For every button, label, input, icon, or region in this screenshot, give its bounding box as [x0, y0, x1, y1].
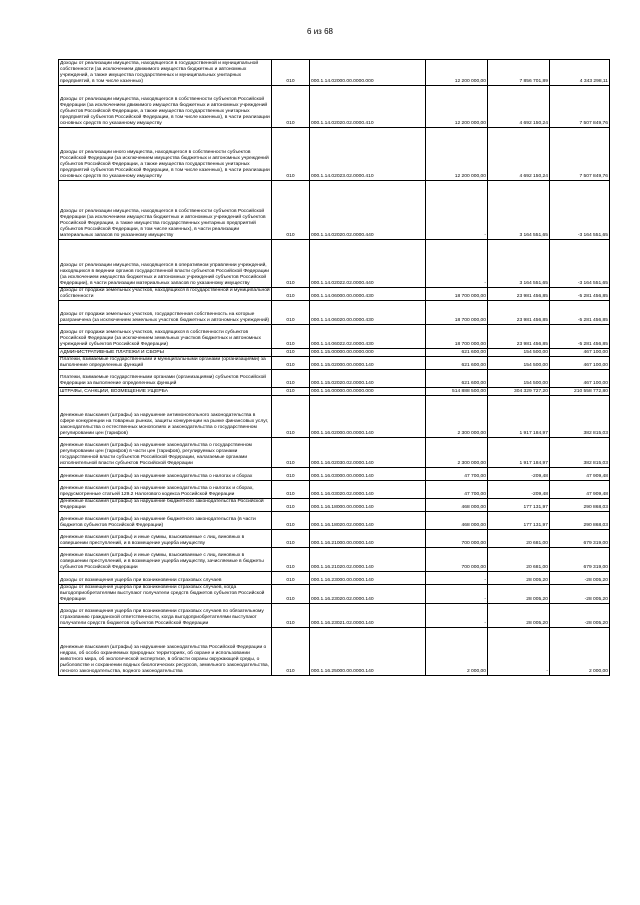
- cell-approved: 621 600,00: [426, 370, 488, 388]
- cell-executed: 154 500,00: [488, 370, 550, 388]
- cell-unexecuted: -3 164 551,65: [550, 181, 610, 240]
- cell-line-code: 010: [272, 438, 310, 468]
- cell-line-code: 010: [272, 468, 310, 481]
- cell-name: Денежные взыскания (штрафы) за нарушение законодательства о государственном регулировании цен (тарифов) в части цен (тарифов), регулируемых органами государственной власти субъектов Российской Федерации, налагаемые органами исполнительной власти субъектов Российской Федерации: [59, 438, 272, 468]
- cell-budget-code: 000.1.14.02000.00.0000.000: [310, 60, 426, 86]
- cell-unexecuted: 290 868,03: [550, 512, 610, 530]
- table-row: [59, 572, 610, 585]
- cell-line-code: 010: [272, 396, 310, 438]
- table-row: [59, 512, 610, 530]
- cell-approved: 2 300 000,00: [426, 396, 488, 438]
- cell-executed: 304 329 727,20: [488, 388, 550, 396]
- table-body: [59, 60, 610, 676]
- cell-budget-code: 000.1.16.25000.00.0000.140: [310, 627, 426, 675]
- table-row: [59, 128, 610, 181]
- cell-name: Платежи, взимаемые государственными органами (организациями) субъектов Российской Федерации за выполнение определенных функций: [59, 370, 272, 388]
- cell-budget-code: 000.1.15.02000.00.0000.140: [310, 357, 426, 370]
- table-row: [59, 325, 610, 349]
- cell-line-code: 010: [272, 603, 310, 627]
- cell-unexecuted: 467 100,00: [550, 357, 610, 370]
- table-row: [59, 301, 610, 325]
- cell-budget-code: 000.1.16.23000.00.0000.140: [310, 572, 426, 585]
- cell-unexecuted: 7 507 849,76: [550, 86, 610, 128]
- cell-name: Денежные взыскания (штрафы) и иные суммы, взыскиваемые с лиц, виновных в совершении преступлений, и в возмещение ущерба имуществу: [59, 530, 272, 548]
- cell-budget-code: 000.1.16.18020.02.0000.140: [310, 512, 426, 530]
- cell-executed: 23 981 456,85: [488, 288, 550, 301]
- cell-executed: 154 500,00: [488, 357, 550, 370]
- cell-budget-code: 000.1.14.02023.02.0000.410: [310, 128, 426, 181]
- cell-name: Доходы от возмещения ущерба при возникновении страховых случаев, когда выгодоприобретателями выступают получатели средств бюджетов субъектов Российской Федерации: [59, 585, 272, 604]
- cell-executed: 23 981 456,85: [488, 325, 550, 349]
- cell-approved: -: [426, 585, 488, 604]
- table-row: [59, 388, 610, 396]
- cell-unexecuted: 382 815,03: [550, 438, 610, 468]
- cell-executed: -: [488, 627, 550, 675]
- cell-approved: 621 600,00: [426, 349, 488, 357]
- table-row: [59, 60, 610, 86]
- cell-line-code: 010: [272, 301, 310, 325]
- cell-unexecuted: 382 815,03: [550, 396, 610, 438]
- cell-unexecuted: 679 319,00: [550, 530, 610, 548]
- cell-executed: 3 164 551,65: [488, 181, 550, 240]
- table-row: [59, 468, 610, 481]
- cell-line-code: 010: [272, 128, 310, 181]
- cell-unexecuted: 679 319,00: [550, 548, 610, 572]
- cell-name: Доходы от продажи земельных участков, государственная собственность на которые разграничена (за исключением земельных участков бюджетных и автономных учреждений): [59, 301, 272, 325]
- table-row: [59, 288, 610, 301]
- cell-budget-code: 000.1.16.00000.00.0000.000: [310, 388, 426, 396]
- cell-name: Денежные взыскания (штрафы) за нарушение законодательства Российской Федерации о недрах, об особо охраняемых природных территориях, об охране и использовании животного мира, об экологической экспертизе, в области охраны окружающей среды, о рыболовстве и сохранении водных биологических ресурсов, земельного законодательства, лесного законодательства, водного законодательства: [59, 627, 272, 675]
- cell-name: Денежные взыскания (штрафы) за нарушение законодательства о налогах и сборах, предусмотренные статьей 129.2 Налогового кодекса Российской Федерации: [59, 481, 272, 499]
- cell-unexecuted: 467 100,00: [550, 349, 610, 357]
- table-row: [59, 548, 610, 572]
- cell-line-code: 010: [272, 349, 310, 357]
- page-number: 6 из 68: [307, 27, 333, 36]
- cell-executed: 3 164 551,65: [488, 240, 550, 288]
- cell-unexecuted: 4 343 298,11: [550, 60, 610, 86]
- table-row: [59, 481, 610, 499]
- cell-approved: 2 000,00: [426, 627, 488, 675]
- cell-executed: -209,48: [488, 481, 550, 499]
- cell-approved: -: [426, 181, 488, 240]
- cell-executed: 4 692 150,24: [488, 128, 550, 181]
- cell-budget-code: 000.1.14.06022.02.0000.430: [310, 325, 426, 349]
- cell-budget-code: 000.1.16.03000.00.0000.140: [310, 468, 426, 481]
- cell-executed: 4 692 150,24: [488, 86, 550, 128]
- cell-approved: 700 000,00: [426, 530, 488, 548]
- cell-executed: 177 131,97: [488, 512, 550, 530]
- cell-budget-code: 000.1.14.02020.02.0000.440: [310, 181, 426, 240]
- cell-executed: 20 681,00: [488, 530, 550, 548]
- cell-approved: 47 700,00: [426, 481, 488, 499]
- cell-approved: 468 000,00: [426, 512, 488, 530]
- cell-approved: 514 888 500,00: [426, 388, 488, 396]
- cell-budget-code: 000.1.14.02020.02.0000.410: [310, 86, 426, 128]
- cell-approved: 12 200 000,00: [426, 128, 488, 181]
- cell-name: Доходы от продажи земельных участков, находящихся в собственности субъектов Российской Федерации (за исключением земельных участков бюджетных и автономных учреждений субъектов Российской Федерации): [59, 325, 272, 349]
- cell-approved: -: [426, 603, 488, 627]
- cell-budget-code: 000.1.16.02030.02.0000.140: [310, 438, 426, 468]
- cell-unexecuted: 47 909,48: [550, 481, 610, 499]
- cell-line-code: 010: [272, 481, 310, 499]
- cell-executed: 177 131,97: [488, 499, 550, 512]
- table-row: [59, 181, 610, 240]
- cell-unexecuted: 210 558 772,80: [550, 388, 610, 396]
- cell-executed: 28 005,20: [488, 603, 550, 627]
- cell-name: Доходы от возмещения ущерба при возникновении страховых случаев: [59, 572, 272, 585]
- cell-line-code: 010: [272, 325, 310, 349]
- cell-approved: 2 300 000,00: [426, 438, 488, 468]
- table-row: [59, 438, 610, 468]
- cell-line-code: 010: [272, 181, 310, 240]
- cell-name: Доходы от реализации имущества, находящегося в государственной и муниципальной собственности (за исключением движимого имущества бюджетных и автономных учреждений, а также имущества государственных и муниципальных унитарных предприятий, в том числе казенных): [59, 60, 272, 86]
- cell-line-code: 010: [272, 548, 310, 572]
- cell-line-code: 010: [272, 357, 310, 370]
- table-row: [59, 603, 610, 627]
- cell-budget-code: 000.1.14.06000.00.0000.430: [310, 288, 426, 301]
- cell-name: Доходы от реализации имущества, находящегося в оперативном управлении учреждений, находящихся в ведении органов государственной власти субъектов Российской Федерации (за исключением имущества бюджетных и автономных учреждений субъектов Российской Федерации), в части реализации материальных запасов по указанному имуществу: [59, 240, 272, 288]
- table-row: [59, 585, 610, 604]
- cell-name: Доходы от реализации имущества, находящегося в собственности субъектов Российской Федерации (за исключением имущества бюджетных и автономных учреждений субъектов Российской Федерации, а также имущества государственных унитарных предприятий субъектов Российской Федерации, в том числе казенных), в части реализации материальных запасов по указанному имуществу: [59, 181, 272, 240]
- income-report-table: [58, 59, 610, 676]
- cell-budget-code: 000.1.16.23020.02.0000.140: [310, 585, 426, 604]
- cell-name: Денежные взыскания (штрафы) за нарушение антимонопольного законодательства в сфере конкуренции на товарных рынках, защиты конкуренции на рынке финансовых услуг, законодательства о естественных монополиях и законодательства о государственном регулировании цен (тарифов): [59, 396, 272, 438]
- cell-name: Денежные взыскания (штрафы) и иные суммы, взыскиваемые с лиц, виновных в совершении преступлений, и в возмещение ущерба имуществу, зачисляемые в бюджеты субъектов Российской Федерации: [59, 548, 272, 572]
- cell-approved: -: [426, 240, 488, 288]
- table-row: [59, 349, 610, 357]
- cell-name: Денежные взыскания (штрафы) за нарушение законодательства о налогах и сборах: [59, 468, 272, 481]
- cell-budget-code: 000.1.16.03020.02.0000.140: [310, 481, 426, 499]
- table-row: [59, 396, 610, 438]
- cell-name: Доходы от продажи земельных участков, находящихся в государственной и муниципальной собственности: [60, 288, 270, 300]
- cell-line-code: 010: [272, 530, 310, 548]
- cell-line-code: 010: [272, 585, 310, 604]
- cell-unexecuted: 467 100,00: [550, 370, 610, 388]
- cell-line-code: 010: [272, 240, 310, 288]
- table-row: [59, 370, 610, 388]
- cell-unexecuted: -5 281 456,85: [550, 325, 610, 349]
- table-row: [59, 530, 610, 548]
- cell-executed: 1 917 184,97: [488, 438, 550, 468]
- cell-executed: 20 681,00: [488, 548, 550, 572]
- cell-approved: 700 000,00: [426, 548, 488, 572]
- cell-line-code: 010: [272, 288, 310, 301]
- cell-budget-code: 000.1.16.02000.00.0000.140: [310, 396, 426, 438]
- cell-budget-code: 000.1.15.02020.02.0000.140: [310, 370, 426, 388]
- cell-approved: -: [426, 572, 488, 585]
- cell-budget-code: 000.1.15.00000.00.0000.000: [310, 349, 426, 357]
- cell-name: Платежи, взимаемые государственными и муниципальными органами (организациями) за выполнение определенных функций: [59, 357, 272, 370]
- cell-unexecuted: -28 005,20: [550, 603, 610, 627]
- cell-unexecuted: -5 281 456,85: [550, 301, 610, 325]
- cell-approved: 47 700,00: [426, 468, 488, 481]
- cell-line-code: 010: [272, 572, 310, 585]
- cell-unexecuted: -28 005,20: [550, 585, 610, 604]
- cell-approved: 12 200 000,00: [426, 86, 488, 128]
- cell-budget-code: 000.1.16.21000.00.0000.140: [310, 530, 426, 548]
- cell-line-code: 010: [272, 86, 310, 128]
- cell-approved: 12 200 000,00: [426, 60, 488, 86]
- cell-unexecuted: 7 507 849,76: [550, 128, 610, 181]
- cell-name: Денежные взыскания (штрафы) за нарушение бюджетного законодательства (в части бюджетов субъектов Российской Федерации): [59, 512, 272, 530]
- cell-executed: 23 981 456,85: [488, 301, 550, 325]
- cell-line-code: 010: [272, 388, 310, 396]
- cell-budget-code: 000.1.14.06020.00.0000.430: [310, 301, 426, 325]
- cell-budget-code: 000.1.16.23021.02.0000.140: [310, 603, 426, 627]
- cell-executed: 1 917 184,97: [488, 396, 550, 438]
- table-row: [59, 627, 610, 675]
- cell-name: Доходы от возмещения ущерба при возникновении страховых случаев по обязательному страхованию гражданской ответственности, когда выгодоприобретателями выступают получатели средств бюджетов субъектов Российской Федерации: [59, 603, 272, 627]
- cell-executed: 28 005,20: [488, 585, 550, 604]
- cell-unexecuted: -28 005,20: [550, 572, 610, 585]
- cell-name: ШТРАФЫ, САНКЦИИ, ВОЗМЕЩЕНИЕ УЩЕРБА: [59, 388, 272, 396]
- cell-executed: 28 005,20: [488, 572, 550, 585]
- cell-budget-code: 000.1.16.21020.02.0000.140: [310, 548, 426, 572]
- cell-unexecuted: -5 281 456,85: [550, 288, 610, 301]
- cell-unexecuted: 47 909,48: [550, 468, 610, 481]
- cell-budget-code: 000.1.16.18000.00.0000.140: [310, 499, 426, 512]
- cell-budget-code: 000.1.14.02022.02.0000.440: [310, 240, 426, 288]
- cell-name: Доходы от реализации иного имущества, находящегося в собственности субъектов Российской Федерации (за исключением имущества бюджетных и автономных учреждений субъектов Российской Федерации, а также имущества государственных унитарных предприятий субъектов Российской Федерации, в том числе казенных), в части реализации основных средств по указанному имуществу: [59, 128, 272, 181]
- cell-executed: 154 500,00: [488, 349, 550, 357]
- cell-executed: 7 856 701,89: [488, 60, 550, 86]
- cell-line-code: 010: [272, 370, 310, 388]
- table-row: [59, 357, 610, 370]
- cell-name: АДМИНИСТРАТИВНЫЕ ПЛАТЕЖИ И СБОРЫ: [59, 349, 272, 357]
- cell-executed: -209,48: [488, 468, 550, 481]
- cell-approved: 468 000,00: [426, 499, 488, 512]
- cell-line-code: 010: [272, 499, 310, 512]
- table-row: [59, 240, 610, 288]
- cell-line-code: 010: [272, 512, 310, 530]
- cell-name: Денежные взыскания (штрафы) за нарушение бюджетного законодательства Российской Федерации: [59, 499, 272, 512]
- cell-unexecuted: 2 000,00: [550, 627, 610, 675]
- cell-name: Доходы от реализации имущества, находящегося в собственности субъектов Российской Федерации (за исключением движимого имущества бюджетных и автономных учреждений субъектов Российской Федерации, а также имущества государственных унитарных предприятий субъектов Российской Федерации, в том числе казенных), в части реализации основных средств по указанному имуществу: [59, 86, 272, 128]
- table-row: [59, 86, 610, 128]
- cell-line-code: 010: [272, 60, 310, 86]
- cell-approved: 18 700 000,00: [426, 288, 488, 301]
- cell-approved: 621 600,00: [426, 357, 488, 370]
- cell-unexecuted: -3 164 551,65: [550, 240, 610, 288]
- cell-approved: 18 700 000,00: [426, 325, 488, 349]
- cell-line-code: 010: [272, 627, 310, 675]
- cell-unexecuted: 290 868,03: [550, 499, 610, 512]
- cell-approved: 18 700 000,00: [426, 301, 488, 325]
- table-row: [59, 499, 610, 512]
